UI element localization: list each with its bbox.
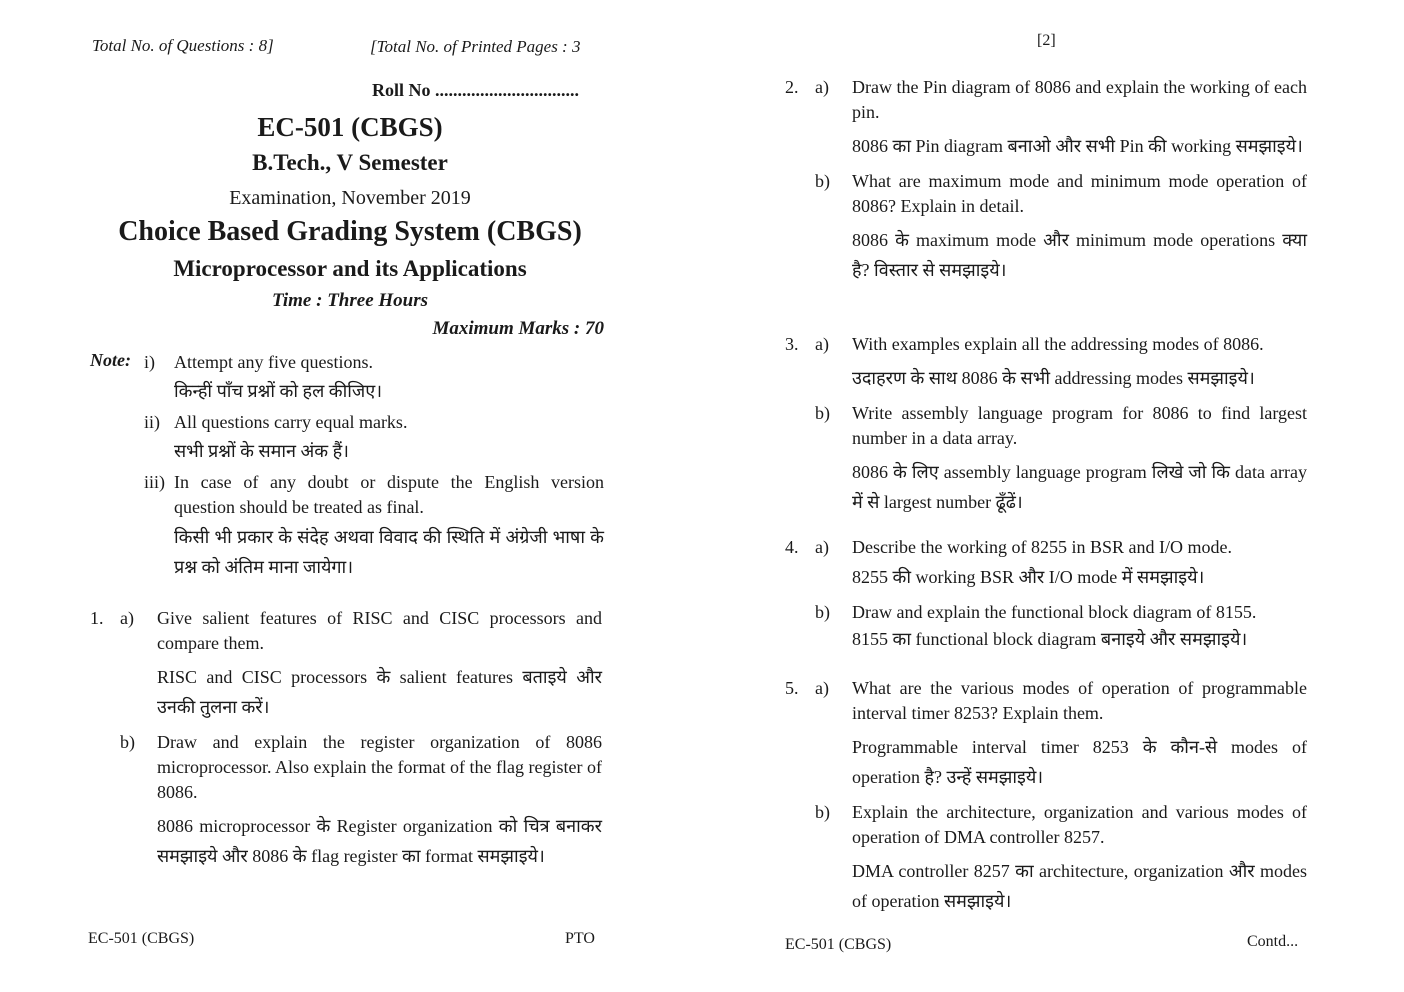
question-3: 3. a) With examples explain all the addressing modes of 8086. उदाहरण के साथ 8086 के सभी addressing modes समझाइये। b) Write assembly language program for 8086 to find largest number in a data array. 8086 के लिए assembly language program लिखे जो कि data array में से largest number ढूँढें। (785, 334, 1307, 512)
exam: Examination, November 2019 (229, 187, 471, 209)
total-pages: [Total No. of Printed Pages : 3 (370, 37, 581, 56)
roll-no: Roll No ................................ (372, 80, 579, 100)
footer-code: EC-501 (CBGS) (88, 930, 195, 947)
course: B.Tech., V Semester (252, 150, 448, 175)
notes (144, 350, 604, 582)
question-5: 5. a) What are the various modes of operation of programmable interval timer 8253? Explain them. Programmable interval timer 8253 के कौन-से modes of operation है? उन्हें समझाइये। b) Explain the architecture, organization and various modes of operation of DMA controller 8257. DMA controller 8257 का architecture, organization और modes of operation समझाइये। (785, 678, 1307, 911)
footer-pto: PTO (565, 930, 595, 947)
subject: Microprocessor and its Applications (173, 256, 527, 281)
page-number: [2] (1037, 32, 1056, 49)
note-label: Note: (90, 350, 131, 370)
time: Time : Three Hours (271, 290, 429, 311)
note-item: ii) All questions carry equal marks. सभी प्रश्नों के समान अंक हैं। (144, 412, 408, 461)
question-1: 1. a) Give salient features of RISC and CISC processors and compare them. RISC and CISC processors के salient features बताइये और उनकी तुलना करें। b) Draw and explain the register organization of 8086 microprocessor. Also explain the format of the flag register of 8086. 8086 microprocessor के Register organization को चित्र बनाकर समझाइये और 8086 के flag register का format समझाइये। (90, 608, 602, 866)
note-item: i) Attempt any five questions. किन्हीं पाँच प्रश्नों को हल कीजिए। (144, 352, 383, 401)
paper-code: EC-501 (CBGS) (257, 112, 443, 142)
grading-system: Choice Based Grading System (CBGS) (118, 216, 582, 247)
footer-code: EC-501 (CBGS) (785, 936, 892, 953)
total-questions: Total No. of Questions : 8] (92, 36, 274, 55)
note-item: iii) In case of any doubt or dispute the English version question should be treated as final. किसी भी प्रकार के संदेह अथवा विवाद की स्थिति में अंग्रेजी भाषा के प्रश्न को अंतिम माना जायेगा। (144, 472, 604, 577)
question-2: 2. a) Draw the Pin diagram of 8086 and explain the working of each pin. 8086 का Pin diagram बनाओ और सभी Pin की working समझाइये। b) What are maximum mode and minimum mode operation of 8086? Explain in detail. 8086 के maximum mode और minimum mode operations क्या है? विस्तार से समझाइये। (785, 77, 1307, 280)
footer-contd: Contd... (1247, 933, 1299, 950)
question-4: 4. a) Describe the working of 8255 in BSR and I/O mode. 8255 की working BSR और I/O mode में समझाइये। b) Draw and explain the functional block diagram of 8155. 8155 का functional block diagram बनाइये और समझाइये। (785, 537, 1257, 649)
max-marks: Maximum Marks : 70 (432, 318, 604, 339)
